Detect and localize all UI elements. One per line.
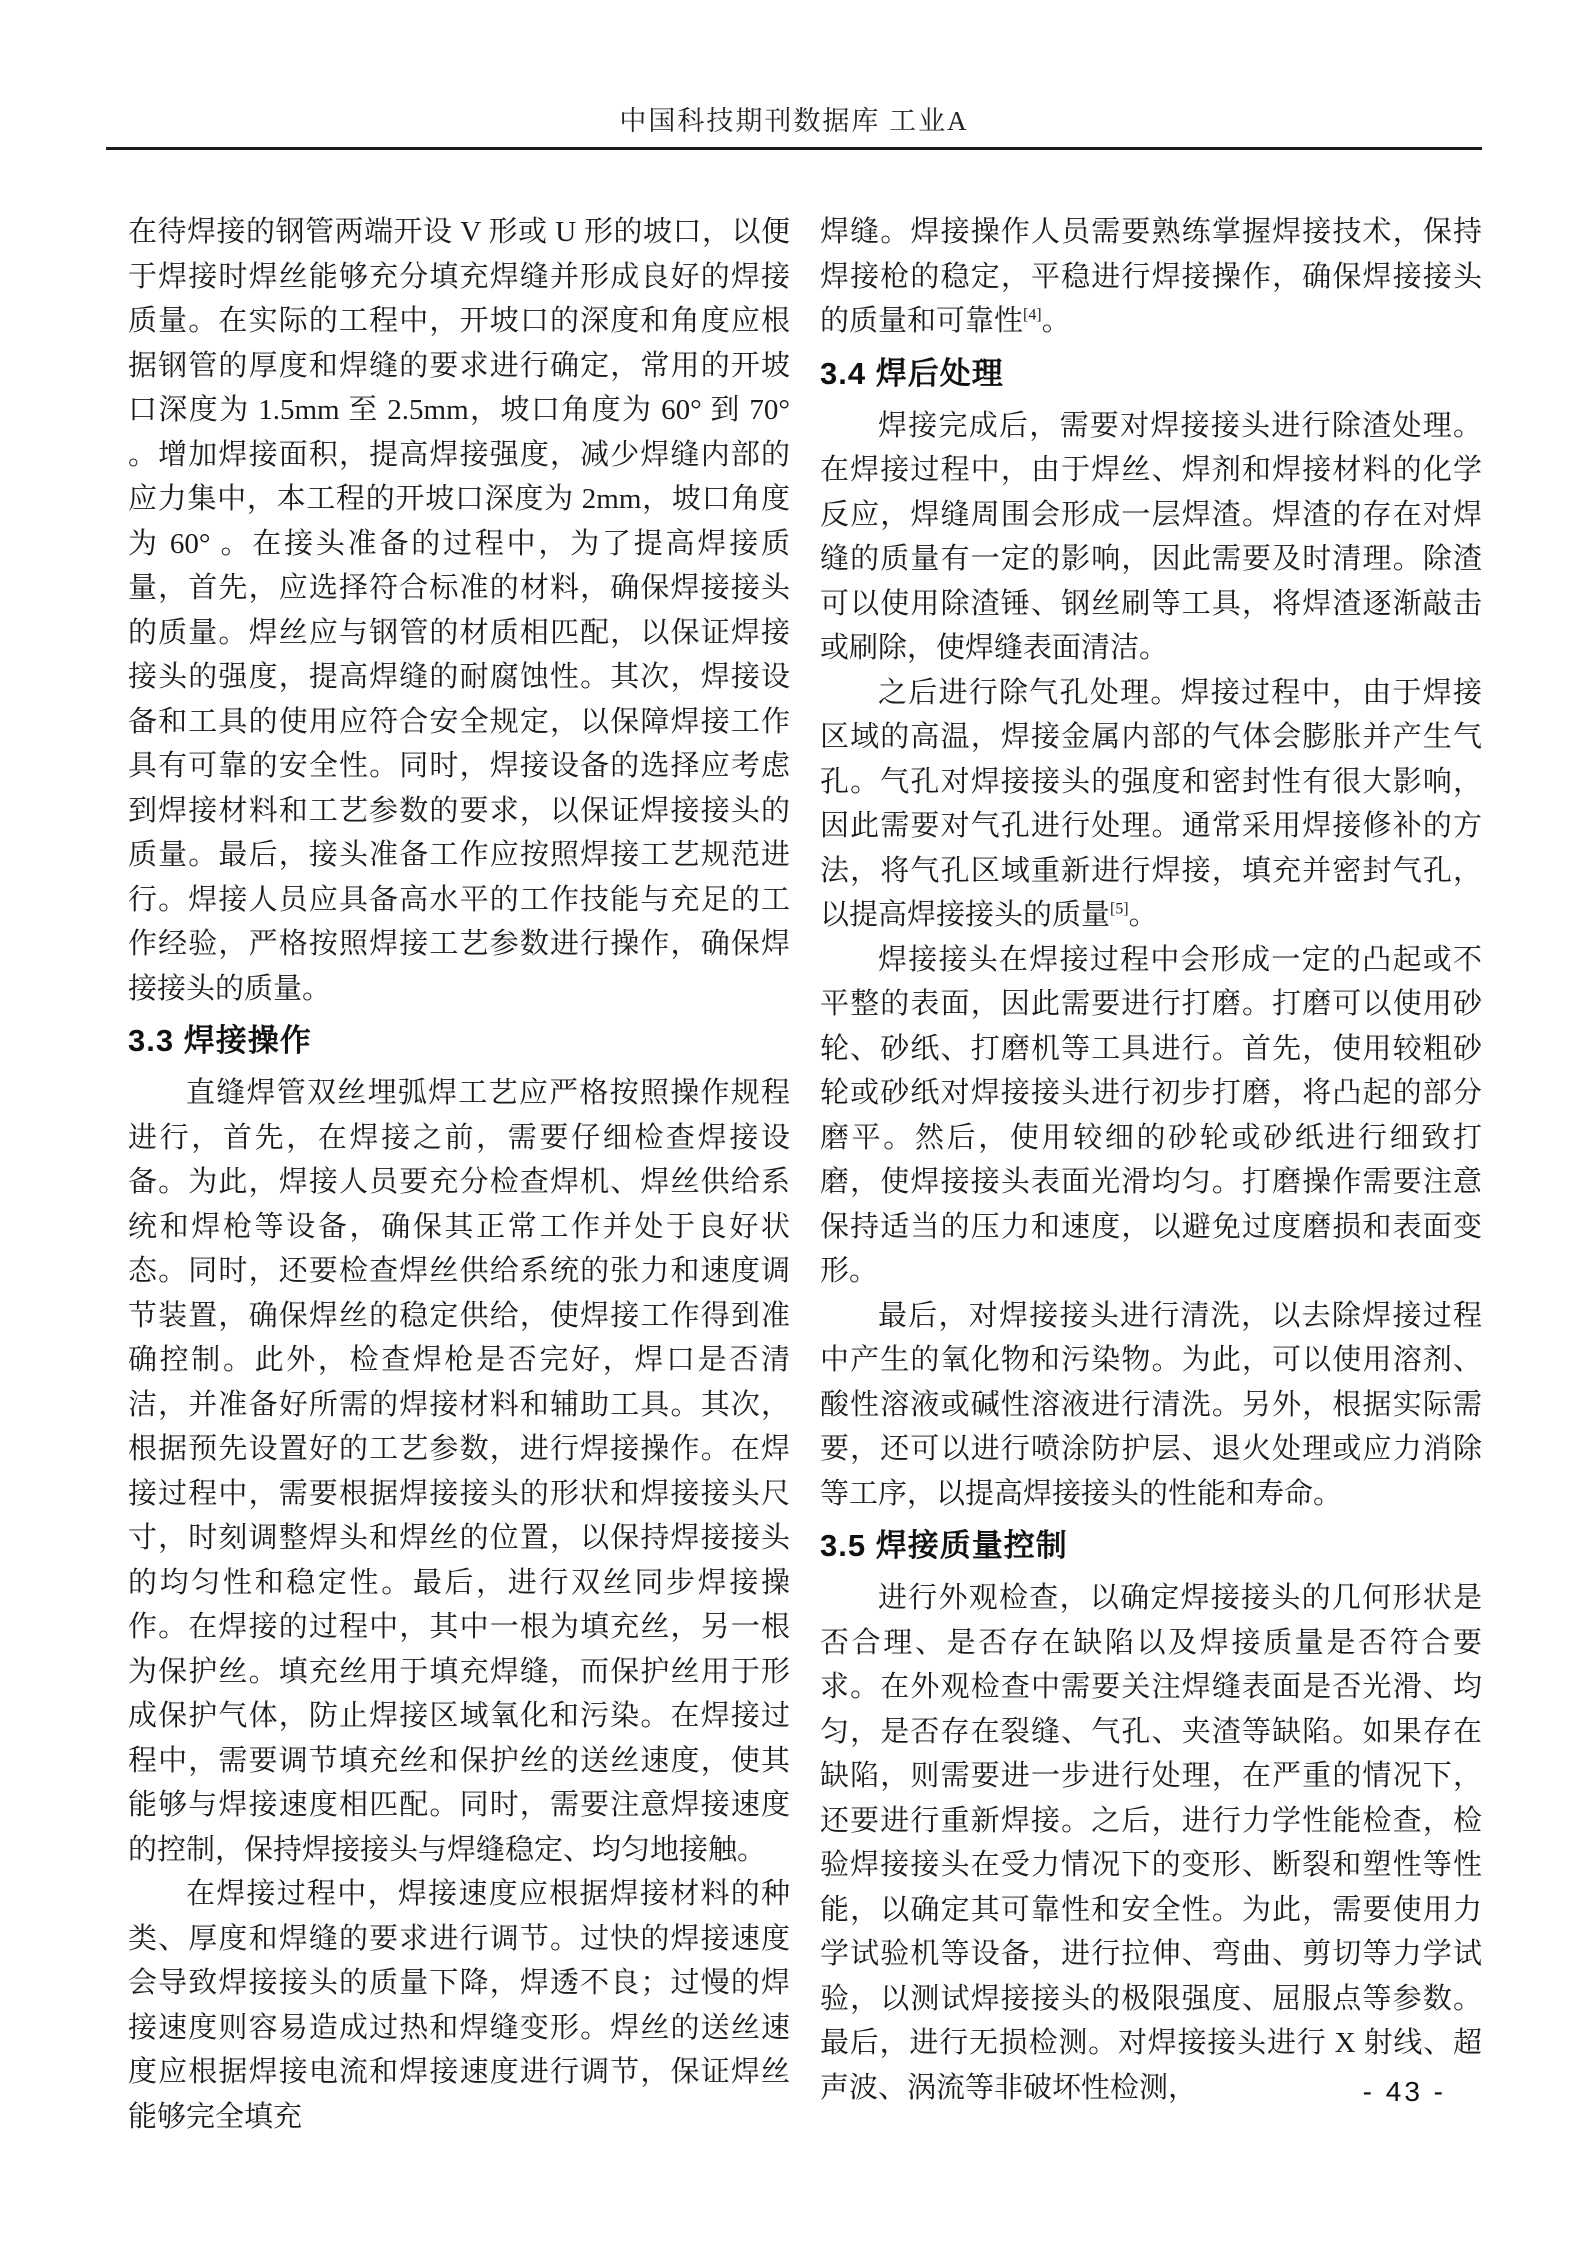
- page-header: [0, 0, 1588, 150]
- page-content: [0, 150, 1588, 2139]
- paragraph-cleaning: 最后，对焊接接头进行清洗，以去除焊接过程中产生的氧化物和污染物。为此，可以使用溶剂、酸性溶液或碱性溶液进行清洗。另外，根据实际需要，还可以进行喷涂防护层、退火处理或应力消除等工序，以提高焊接接头的性能和寿命。: [820, 1299, 1482, 1510]
- paragraph-text: 。: [1128, 899, 1158, 931]
- paragraph-continued-weld-seam: [820, 210, 1482, 344]
- journal-title: 中国科技期刊数据库 工业A: [619, 106, 969, 136]
- paragraph-quality-inspection: 进行外观检查，以确定焊接接头的几何形状是否合理、是否存在缺陷以及焊接质量是否符合要求。在外观检查中需要关注焊缝表面是否光滑、均匀，是否存在裂缝、气孔、夹渣等缺陷。如果存在缺陷，则需要进一步进行处理，在严重的情况下，还要进行重新焊接。之后，进行力学性能检查，检验焊接接头在受力情况下的变形、断裂和塑性等性能，以确定其可靠性和安全性。为此，需要使用力学试验机等设备，进行拉伸、弯曲、剪切等力学试验，以测试焊接接头的极限强度、屈服点等参数。最后，进行无损检测。对焊接接头进行 X 射线、超声波、涡流等非破坏性检测，: [820, 1582, 1482, 2104]
- reference-marker-4: [4]: [1023, 306, 1042, 324]
- paragraph-continued-joint-preparation: 在待焊接的钢管两端开设 V 形或 U 形的坡口，以便于焊接时焊丝能够充分填充焊缝并形成良好的焊接质量。在实际的工程中，开坡口的深度和角度应根据钢管的厚度和焊缝的要求进行确定，常用的开坡口深度为 1.5mm 至 2.5mm，坡口角度为 60° 到 70° 。增加焊接面积，提高焊接强度，减少焊缝内部的应力集中，本工程的开坡口深度为 2mm，坡口角度为 60° 。在接头准备的过程中，为了提高焊接质量，首先，应选择符合标准的材料，确保焊接接头的质量。焊丝应与钢管的材质相匹配，以保证焊接接头的强度，提高焊缝的耐腐蚀性。其次，焊接设备和工具的使用应符合安全规定，以保障焊接工作具有可靠的安全性。同时，焊接设备的选择应考虑到焊接材料和工艺参数的要求，以保证焊接接头的质量。最后，接头准备工作应按照焊接工艺规范进行。焊接人员应具备高水平的工作技能与充足的工作经验，严格按照焊接工艺参数进行操作，确保焊接接头的质量。: [128, 216, 790, 1005]
- paragraph-text: 之后进行除气孔处理。焊接过程中，由于焊接区域的高温，焊接金属内部的气体会膨胀并产生气孔。气孔对焊接接头的强度和密封性有很大影响，因此需要对气孔进行处理。通常采用焊接修补的方法，将气孔区域重新进行焊接，填充并密封气孔，以提高焊接接头的质量: [820, 676, 1482, 931]
- left-column: [128, 210, 790, 2139]
- section-heading-3-3: 3.3 焊接操作: [128, 1023, 312, 1058]
- section-heading-3-5: 3.5 焊接质量控制: [820, 1528, 1068, 1563]
- paragraph-welding-speed: 在焊接过程中，焊接速度应根据焊接材料的种类、厚度和焊缝的要求进行调节。过快的焊接速度会导致焊接接头的质量下降，焊透不良；过慢的焊接速度则容易造成过热和焊缝变形。焊丝的送丝速度应根据焊接电流和焊接速度进行调节，保证焊丝能够完全填充: [128, 1878, 790, 2133]
- paragraph-porosity-treatment: [820, 671, 1482, 938]
- paragraph-grinding: 焊接接头在焊接过程中会形成一定的凸起或不平整的表面，因此需要进行打磨。打磨可以使用砂轮、砂纸、打磨机等工具进行。首先，使用较粗砂轮或砂纸对焊接接头进行初步打磨，将凸起的部分磨平。然后，使用较细的砂轮或砂纸进行细致打磨，使焊接接头表面光滑均匀。打磨操作需要注意保持适当的压力和速度，以避免过度磨损和表面变形。: [820, 943, 1482, 1287]
- section-heading-3-4: 3.4 焊后处理: [820, 355, 1004, 391]
- page-number: - 43 -: [1362, 2076, 1446, 2107]
- right-column: [820, 210, 1482, 2139]
- paragraph-text: 。: [1041, 305, 1071, 337]
- reference-marker-5: [5]: [1110, 900, 1129, 918]
- paragraph-slag-removal: 焊接完成后，需要对焊接接头进行除渣处理。在焊接过程中，由于焊丝、焊剂和焊接材料的化学反应，焊缝周围会形成一层焊渣。焊渣的存在对焊缝的质量有一定的影响，因此需要及时清理。除渣可以使用除渣锤、钢丝刷等工具，将焊渣逐渐敲击或刷除，使焊缝表面清洁。: [820, 409, 1482, 664]
- paragraph-welding-operation: 直缝焊管双丝埋弧焊工艺应严格按照操作规程进行，首先，在焊接之前，需要仔细检查焊接设备。为此，焊接人员要充分检查焊机、焊丝供给系统和焊枪等设备，确保其正常工作并处于良好状态。同时，还要检查焊丝供给系统的张力和速度调节装置，确保焊丝的稳定供给，使焊接工作得到准确控制。此外，检查焊枪是否完好，焊口是否清洁，并准备好所需的焊接材料和辅助工具。其次，根据预先设置好的工艺参数，进行焊接操作。在焊接过程中，需要根据焊接接头的形状和焊接接头尺寸，时刻调整焊头和焊丝的位置，以保持焊接接头的均匀性和稳定性。最后，进行双丝同步焊接操作。在焊接的过程中，其中一根为填充丝，另一根为保护丝。填充丝用于填充焊缝，而保护丝用于形成保护气体，防止焊接区域氧化和污染。在焊接过程中，需要调节填充丝和保护丝的送丝速度，使其能够与焊接速度相匹配。同时，需要注意焊接速度的控制，保持焊接接头与焊缝稳定、均匀地接触。: [128, 1077, 790, 1866]
- paragraph-text: 焊缝。焊接操作人员需要熟练掌握焊接技术，保持焊接枪的稳定，平稳进行焊接操作，确保焊接接头的质量和可靠性: [820, 216, 1482, 337]
